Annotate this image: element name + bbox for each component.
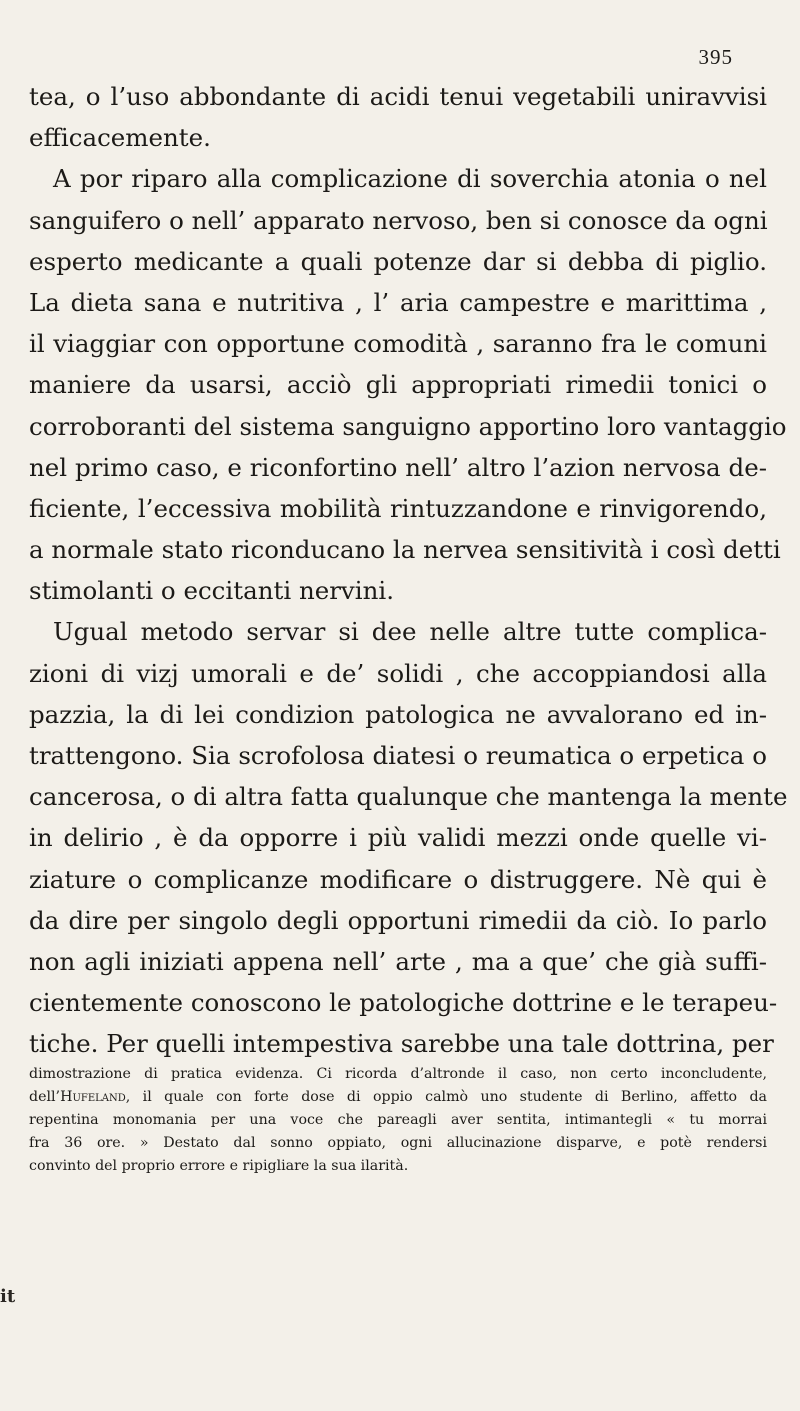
text-line: non agli iniziati appena nell’ arte , ma a que’ che già suffi- xyxy=(29,946,767,976)
text-line: nel primo caso, e riconfortino nell’ altro l’azion nervosa de- xyxy=(29,452,767,482)
text-line: Ugual metodo servar si dee nelle altre tutte complica- xyxy=(53,617,767,647)
footnote xyxy=(29,1063,767,1178)
footnote-line xyxy=(29,1086,767,1109)
footnote-line: repentina monomania per una voce che pareagli aver sentita, intimantegli « tu morrai xyxy=(29,1112,767,1128)
text-line: pazzia, la di lei condizion patologica ne avvalorano ed in- xyxy=(29,699,767,729)
text-line: il viaggiar con opportune comodità , saranno fra le comuni xyxy=(29,329,767,359)
text-line: esperto medicante a quali potenze dar si debba di piglio. xyxy=(29,246,767,276)
text-line: sanguifero o nell’ apparato nervoso, ben si conosce da ogni xyxy=(29,205,768,235)
main-text xyxy=(29,76,788,1065)
page-number: 395 xyxy=(698,45,733,69)
text-line: trattengono. Sia scrofolosa diatesi o reumatica o erpetica o xyxy=(29,741,767,770)
text-line: in delirio , è da opporre i più validi mezzi onde quelle vi- xyxy=(29,823,767,853)
text-line: zioni di vizj umorali e de’ solidi , che accoppiandosi alla xyxy=(29,658,767,688)
footnote-text: , il quale con forte dose di oppio calmò uno studente di Berlino, affetto da xyxy=(125,1089,767,1105)
text-line: cientemente conoscono le patologiche dottrine e le terapeu- xyxy=(29,988,778,1018)
footnote-line: convinto del proprio errore e ripigliare la sua ilarità. xyxy=(29,1158,409,1174)
footnote-line: fra 36 ore. » Destato dal sonno oppiato, ogni allucinazione disparve, e potè rendersi xyxy=(29,1135,767,1151)
text-line: tiche. Per quelli intempestiva sarebbe una tale dottrina, per xyxy=(29,1029,774,1059)
text-line: corroboranti del sistema sanguigno apportino loro vantaggio xyxy=(29,411,787,441)
corner-mark: it xyxy=(0,1286,16,1307)
text-line: ficiente, l’eccessiva mobilità rintuzzandone e rinvigorendo, xyxy=(29,493,767,523)
text-line: maniere da usarsi, acciò gli appropriati rimedii tonici o xyxy=(29,370,767,400)
text-line: cancerosa, o di altra fatta qualunque che mantenga la mente xyxy=(29,782,788,812)
text-line: tea, o l’uso abbondante di acidi tenui vegetabili uniravvisi xyxy=(29,82,767,111)
text-line: da dire per singolo degli opportuni rimedii da ciò. Io parlo xyxy=(29,905,767,935)
text-line: stimolanti o eccitanti nervini. xyxy=(29,576,395,606)
text-line: ziature o complicanze modificare o distruggere. Nè qui è xyxy=(29,864,767,894)
text-line: a normale stato riconducano la nervea sensitività i così detti xyxy=(29,535,781,565)
text-line: La dieta sana e nutritiva , l’ aria campestre e marittima , xyxy=(29,287,767,317)
footnote-text: dell’ xyxy=(29,1089,61,1105)
text-line: A por riparo alla complicazione di soverchia atonia o nel xyxy=(53,164,767,194)
footnote-line: dimostrazione di pratica evidenza. Ci ricorda d’altronde il caso, non certo inconcludente, xyxy=(29,1066,767,1082)
text-line: efficacemente. xyxy=(29,123,211,153)
author-name: Hufeland xyxy=(60,1089,126,1105)
